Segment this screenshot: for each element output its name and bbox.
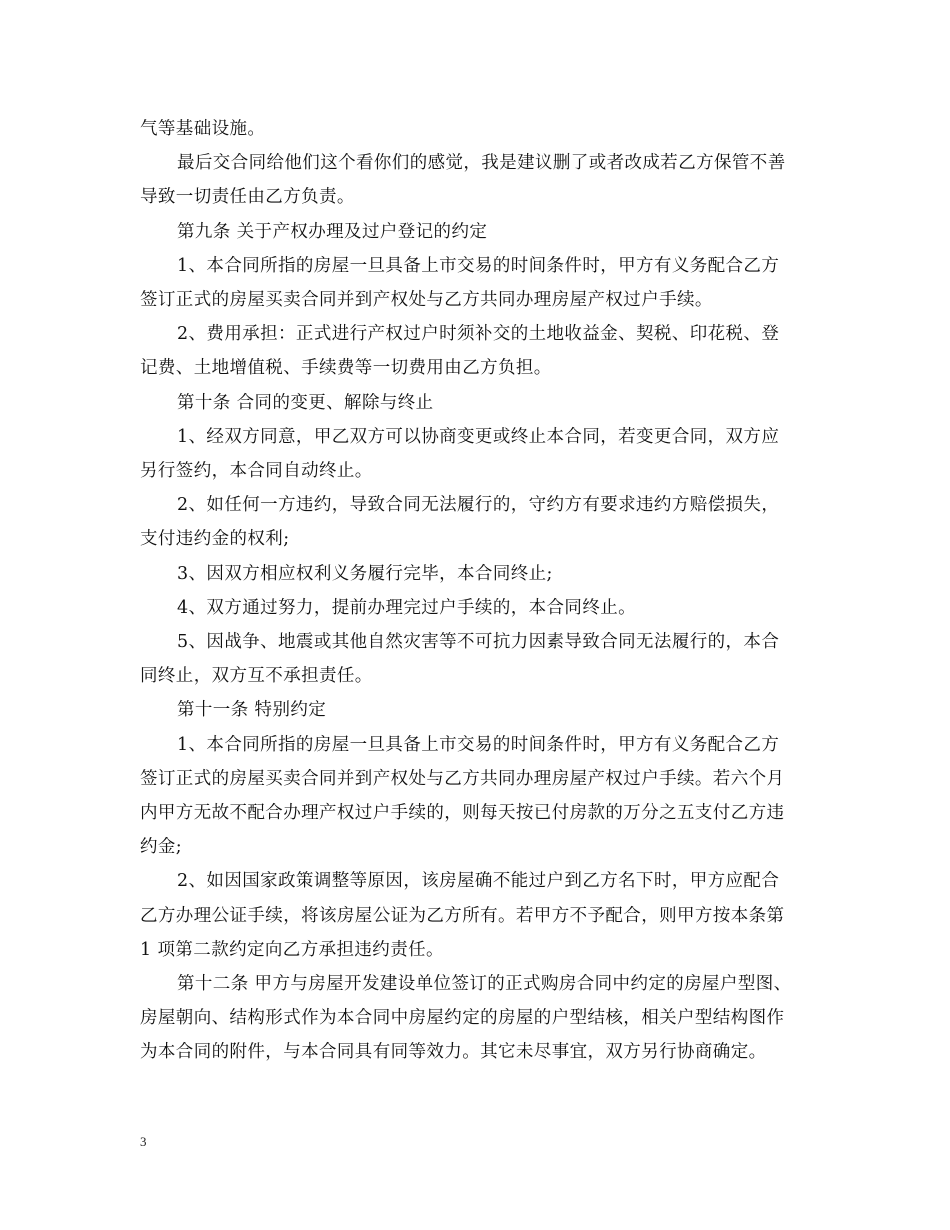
text-line: 签订正式的房屋买卖合同并到产权处与乙方共同办理房屋产权过户手续。若六个月 — [140, 768, 785, 789]
text-line: 为本合同的附件，与本合同具有同等效力。其它未尽事宜，双方另行协商确定。 — [140, 1042, 767, 1063]
text-line: 同终止，双方互不承担责任。 — [140, 666, 373, 687]
text-line: 房屋朝向、结构形式作为本合同中房屋约定的房屋的户型结核，相关户型结构图作 — [140, 1008, 785, 1029]
text-line: 内甲方无故不配合办理产权过户手续的，则每天按已付房款的万分之五支付乙方违 — [140, 803, 785, 824]
text-line: 1、经双方同意，甲乙双方可以协商变更或终止本合同，若变更合同，双方应 — [177, 426, 780, 447]
text-line: 第九条 关于产权办理及过户登记的约定 — [177, 221, 488, 242]
text-line: 2、如任何一方违约，导致合同无法履行的，守约方有要求违约方赔偿损失， — [177, 495, 780, 516]
text-line: 导致一切责任由乙方负责。 — [140, 187, 355, 208]
text-line: 4、双方通过努力，提前办理完过户手续的，本合同终止。 — [177, 597, 637, 618]
text-line: 气等基础设施。 — [140, 119, 266, 139]
text-line: 另行签约，本合同自动终止。 — [140, 461, 373, 482]
text-line: 支付违约金的权利; — [140, 529, 290, 550]
text-line: 签订正式的房屋买卖合同并到产权处与乙方共同办理房屋产权过户手续。 — [140, 290, 713, 311]
text-line: 2、如因国家政策调整等原因，该房屋确不能过户到乙方名下时，甲方应配合 — [177, 871, 780, 892]
text-line: 最后交合同给他们这个看你们的感觉，我是建议删了或者改成若乙方保管不善 — [177, 153, 786, 174]
text-line: 乙方办理公证手续，将该房屋公证为乙方所有。若甲方不予配合，则甲方按本条第 — [140, 905, 785, 926]
document-body — [140, 112, 814, 1070]
text-line: 第十一条 特别约定 — [177, 700, 327, 721]
text-line: 3、因双方相应权利义务履行完毕，本合同终止; — [177, 563, 553, 584]
text-line: 约金; — [140, 837, 183, 858]
text-line: 第十二条 甲方与房屋开发建设单位签订的正式购房合同中约定的房屋户型图、 — [177, 974, 792, 995]
text-line: 1、本合同所指的房屋一旦具备上市交易的时间条件时，甲方有义务配合乙方 — [177, 255, 780, 276]
text-line: 记费、土地增值税、手续费等一切费用由乙方负担。 — [140, 358, 552, 379]
page-number: 3 — [140, 1134, 147, 1149]
text-line: 5、因战争、地震或其他自然灾害等不可抗力因素导致合同无法履行的，本合 — [177, 632, 780, 653]
text-line: 第十条 合同的变更、解除与终止 — [177, 392, 434, 413]
text-line: 1 项第二款约定向乙方承担违约责任。 — [140, 939, 444, 960]
text-line: 1、本合同所指的房屋一旦具备上市交易的时间条件时，甲方有义务配合乙方 — [177, 734, 780, 755]
text-line: 2、费用承担：正式进行产权过户时须补交的土地收益金、契税、印花税、登 — [177, 324, 780, 345]
